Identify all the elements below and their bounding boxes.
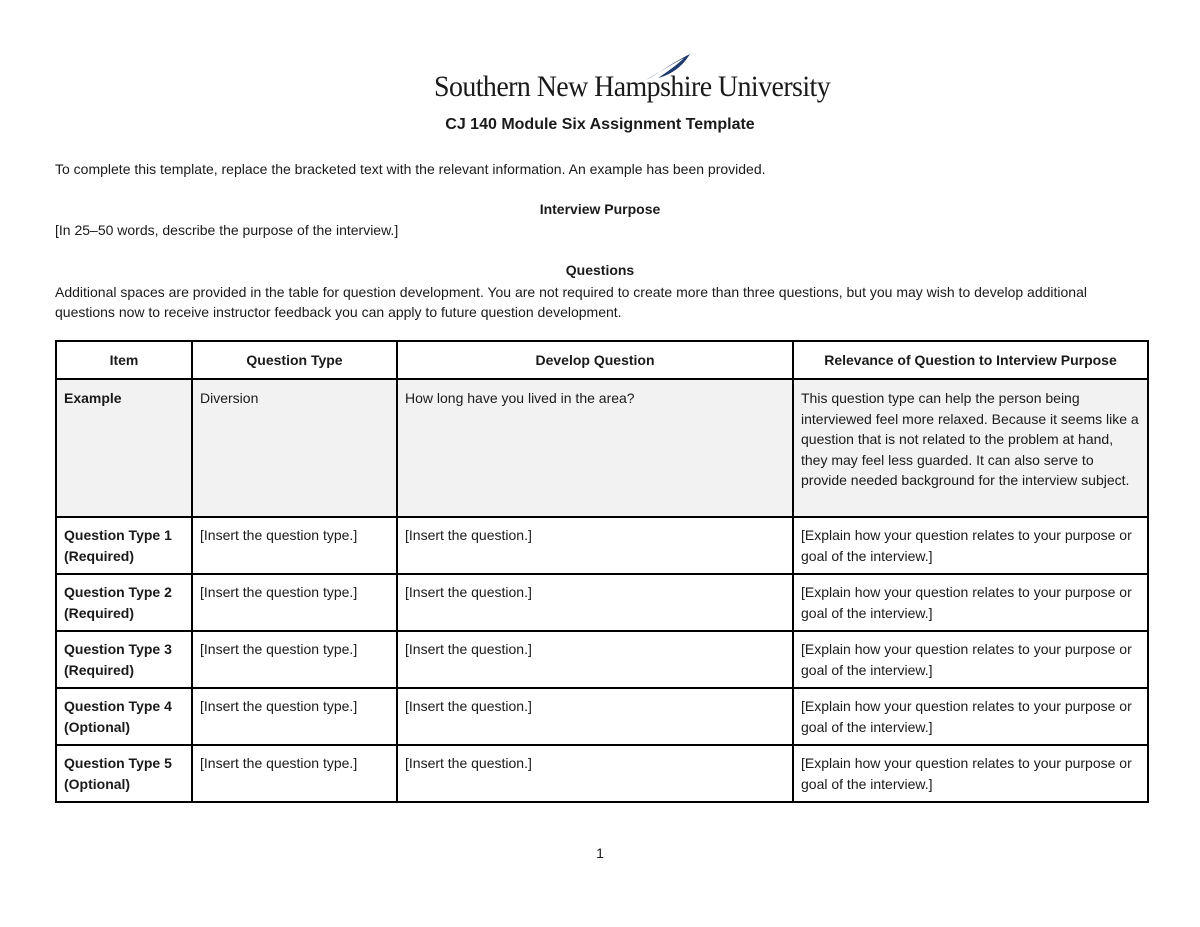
row-relevance-field[interactable]: [Explain how your question relates to your purpose or goal of the interview.]	[793, 631, 1148, 688]
table-row	[56, 574, 1148, 631]
row-question-field[interactable]: [Insert the question.]	[397, 574, 793, 631]
logo-text: Southern New Hampshire University	[434, 70, 831, 103]
intro-text: To complete this template, replace the bracketed text with the relevant information. An example has been provided.	[55, 161, 766, 177]
example-row	[56, 379, 1148, 517]
table-row	[56, 688, 1148, 745]
header-question-type: Question Type	[192, 341, 397, 379]
example-type: Diversion	[192, 379, 397, 517]
row-relevance-field[interactable]: [Explain how your question relates to your purpose or goal of the interview.]	[793, 574, 1148, 631]
questions-table	[55, 340, 1149, 803]
row-item: Question Type 5 (Optional)	[56, 745, 192, 802]
table-row	[56, 745, 1148, 802]
document-title: CJ 140 Module Six Assignment Template	[445, 116, 755, 133]
questions-intro: Additional spaces are provided in the table for question development. You are not required to create more than three questions, but you may wish to develop additional questions now to receive instructor feedback you can apply to future question development.	[55, 284, 1087, 320]
example-item: Example	[56, 379, 192, 517]
row-question-field[interactable]: [Insert the question.]	[397, 688, 793, 745]
row-relevance-field[interactable]: [Explain how your question relates to your purpose or goal of the interview.]	[793, 517, 1148, 574]
table-header-row	[56, 341, 1148, 379]
table-row	[56, 517, 1148, 574]
row-relevance-field[interactable]: [Explain how your question relates to your purpose or goal of the interview.]	[793, 745, 1148, 802]
purpose-heading: Interview Purpose	[539, 201, 661, 217]
row-question-field[interactable]: [Insert the question.]	[397, 517, 793, 574]
row-item: Question Type 4 (Optional)	[56, 688, 192, 745]
header-item: Item	[56, 341, 192, 379]
row-type-field[interactable]: [Insert the question type.]	[192, 574, 397, 631]
row-item: Question Type 3 (Required)	[56, 631, 192, 688]
university-logo	[434, 52, 831, 104]
row-item: Question Type 1 (Required)	[56, 517, 192, 574]
header-relevance: Relevance of Question to Interview Purpose	[793, 341, 1148, 379]
table-row	[56, 631, 1148, 688]
header-develop-question: Develop Question	[397, 341, 793, 379]
example-relevance: This question type can help the person being interviewed feel more relaxed. Because it seems like a question that is not related to the problem at hand, they may feel less guarded. It can also serve to provide needed background for the interview subject.	[793, 379, 1148, 517]
row-relevance-field[interactable]: [Explain how your question relates to your purpose or goal of the interview.]	[793, 688, 1148, 745]
row-question-field[interactable]: [Insert the question.]	[397, 631, 793, 688]
row-type-field[interactable]: [Insert the question type.]	[192, 745, 397, 802]
row-type-field[interactable]: [Insert the question type.]	[192, 688, 397, 745]
example-question: How long have you lived in the area?	[397, 379, 793, 517]
page-number: 1	[596, 845, 604, 861]
row-type-field[interactable]: [Insert the question type.]	[192, 631, 397, 688]
row-item: Question Type 2 (Required)	[56, 574, 192, 631]
purpose-text: [In 25–50 words, describe the purpose of the interview.]	[55, 222, 399, 238]
row-question-field[interactable]: [Insert the question.]	[397, 745, 793, 802]
row-type-field[interactable]: [Insert the question type.]	[192, 517, 397, 574]
questions-heading: Questions	[565, 262, 635, 278]
